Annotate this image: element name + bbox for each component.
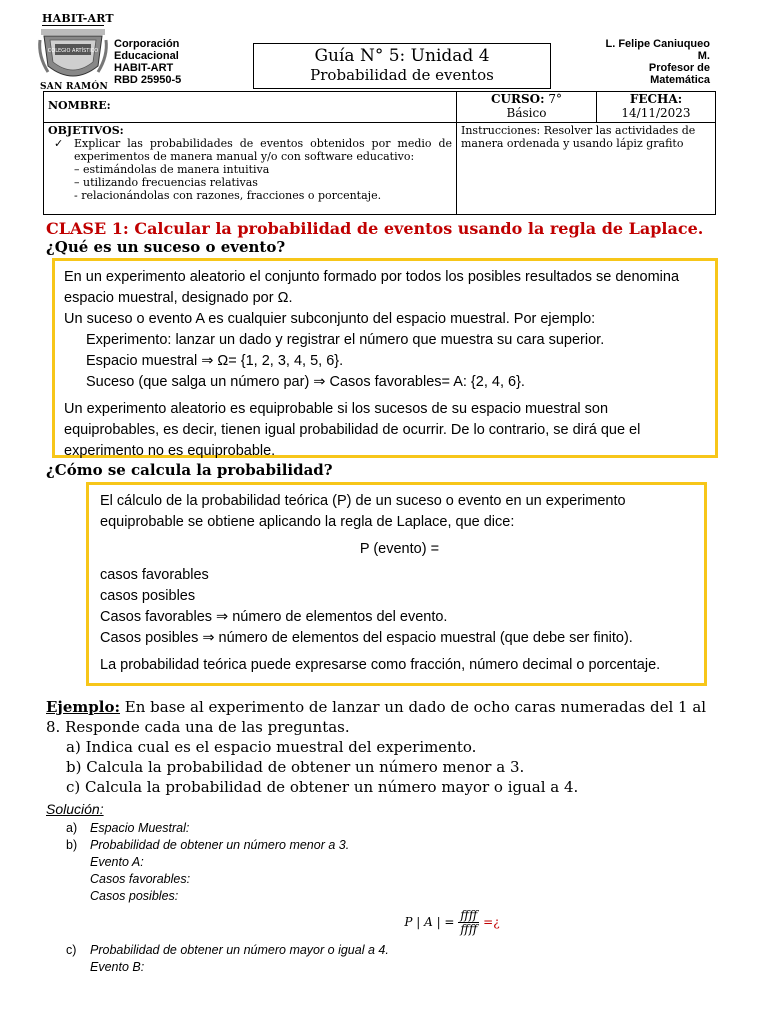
solution-b-text: Probabilidad de obtener un número menor a 3. xyxy=(90,838,350,852)
institution-block xyxy=(114,38,182,86)
definition-text: Un experimento aleatorio es equiprobable si los sucesos de su espacio muestral son equiprobables, es decir, tienen igual probabilidad de ocurrir. De lo contrario, se dirá que el experimento no es equiprobable. xyxy=(64,401,641,459)
curso-label: CURSO: xyxy=(490,92,545,106)
fecha-label: FECHA: xyxy=(629,92,683,106)
fecha-value: 14/11/2023 xyxy=(621,106,691,120)
instrucciones-text: Resolver las actividades de manera ordenada y usando lápiz grafito xyxy=(461,124,696,150)
definition-box xyxy=(52,258,718,458)
laplace-text: La probabilidad teórica puede expresarse como fracción, número decimal o porcentaje. xyxy=(100,657,661,673)
instrucciones-label: Instrucciones: xyxy=(461,124,541,137)
formula-lhs: P (evento) = xyxy=(359,541,440,557)
guide-title-box xyxy=(253,43,551,89)
solution-marker: c) xyxy=(66,943,77,957)
teacher-line: L. Felipe Caniuqueo xyxy=(605,38,710,50)
laplace-line: Casos favorables ⇒ número de elementos del evento. xyxy=(100,609,448,625)
objetivos-cell xyxy=(44,123,457,214)
example-question: a) Indica cual es el espacio muestral del experimento. xyxy=(66,738,477,756)
solution-marker: a) xyxy=(66,821,78,835)
solution-formula-fraction xyxy=(458,909,479,936)
formula-denominator: casos posibles xyxy=(100,588,196,604)
example-text: En base al experimento de lanzar un dado de ocho caras numeradas del 1 al 8. Responde cada una de las preguntas. xyxy=(46,698,707,736)
class-title: CLASE 1: Calcular la probabilidad de eventos usando la regla de Laplace. xyxy=(46,219,704,238)
objetivos-label: OBJETIVOS: xyxy=(48,124,124,137)
solution-formula xyxy=(46,909,718,936)
solution-marker: b) xyxy=(66,838,78,852)
example-line: Suceso (que salga un número par) ⇒ Casos favorables= A: {2, 4, 6}. xyxy=(86,374,525,390)
crest-top-bar xyxy=(41,29,105,35)
example-line: Experimento: lanzar un dado y registrar el número que muestra su cara superior. xyxy=(86,332,605,348)
institution-line: Educacional xyxy=(114,50,179,62)
nombre-label: NOMBRE: xyxy=(48,99,111,112)
student-info-table xyxy=(43,91,716,215)
curso-cell xyxy=(457,92,597,123)
objetivo-item: – utilizando frecuencias relativas xyxy=(74,176,258,189)
solution-a xyxy=(46,820,718,837)
institution-line: RBD 25950-5 xyxy=(114,74,182,86)
institution-line: Corporación xyxy=(114,38,180,50)
question-heading-1: ¿Qué es un suceso o evento? xyxy=(46,238,286,256)
solution-formula-denominator: ffff xyxy=(460,922,478,936)
definition-text: Un suceso o evento A es cualquier subconjunto del espacio muestral. Por ejemplo: xyxy=(64,311,596,327)
solution-formula-result: =¿ xyxy=(483,915,500,929)
fecha-cell xyxy=(597,92,715,123)
nombre-cell[interactable] xyxy=(44,92,457,123)
school-crest-logo xyxy=(38,26,108,88)
example-line: Espacio muestral ⇒ Ω= {1, 2, 3, 4, 5, 6}. xyxy=(86,353,344,369)
brand-location: SAN RAMÓN xyxy=(40,82,109,92)
objetivo-item: ✓ Explicar las probabilidades de eventos obtenidos por medio de experimentos de manera manual y/o con software educativo: xyxy=(54,137,452,163)
example-question: c) Calcula la probabilidad de obtener un número mayor o igual a 4. xyxy=(66,778,579,796)
laplace-formula xyxy=(100,539,693,560)
solution-c-evento: Evento B: xyxy=(90,960,145,974)
solution-b-evento: Evento A: xyxy=(90,855,144,869)
solution-formula-lhs: P | A | = xyxy=(404,915,455,929)
solution-b-favorables: Casos favorables: xyxy=(90,872,191,886)
example-intro xyxy=(46,697,718,737)
solution-c xyxy=(46,942,718,959)
example-label: Ejemplo: xyxy=(46,698,121,716)
solution-b xyxy=(46,837,718,854)
solution-section xyxy=(46,801,718,976)
teacher-line: Profesor de xyxy=(648,62,710,74)
crest-text: COLEGIO ARTÍSTICO xyxy=(47,48,99,54)
checkmark-icon: ✓ xyxy=(54,137,64,150)
curso-value: 7° xyxy=(548,92,562,106)
objetivo-item: – estimándolas de manera intuitiva xyxy=(74,163,270,176)
example-question: b) Calcula la probabilidad de obtener un número menor a 3. xyxy=(66,758,525,776)
question-heading-2: ¿Cómo se calcula la probabilidad? xyxy=(46,461,333,479)
instrucciones-cell xyxy=(457,123,715,214)
teacher-line: Matemática xyxy=(650,74,710,86)
laplace-line: Casos posibles ⇒ número de elementos del espacio muestral (que debe ser finito). xyxy=(100,630,633,646)
guide-title: Guía N° 5: Unidad 4 xyxy=(314,46,490,66)
objetivo-item: - relacionándolas con razones, fracciones o porcentaje. xyxy=(74,189,382,202)
teacher-line: M. xyxy=(697,50,710,62)
laplace-text: El cálculo de la probabilidad teórica (P) de un suceso o evento en un experimento equiprobable se obtiene aplicando la regla de Laplace, que dice: xyxy=(100,493,626,530)
solution-formula-numerator: ffff xyxy=(460,908,478,922)
solution-b-posibles: Casos posibles: xyxy=(90,889,179,903)
solution-c-text: Probabilidad de obtener un número mayor o igual a 4. xyxy=(90,943,389,957)
example-section xyxy=(46,697,718,797)
institution-line: HABIT-ART xyxy=(114,62,174,74)
solution-label: Solución: xyxy=(46,801,104,817)
curso-level: Básico xyxy=(506,106,547,120)
solution-a-text: Espacio Muestral: xyxy=(90,821,190,835)
brand-name: HABIT-ART xyxy=(42,12,114,25)
definition-text: En un experimento aleatorio el conjunto formado por todos los posibles resultados se denomina espacio muestral, designado por Ω. xyxy=(64,269,680,306)
teacher-block xyxy=(560,38,710,86)
guide-subtitle: Probabilidad de eventos xyxy=(310,66,494,84)
laplace-box xyxy=(86,482,707,686)
formula-numerator: casos favorables xyxy=(100,567,209,583)
